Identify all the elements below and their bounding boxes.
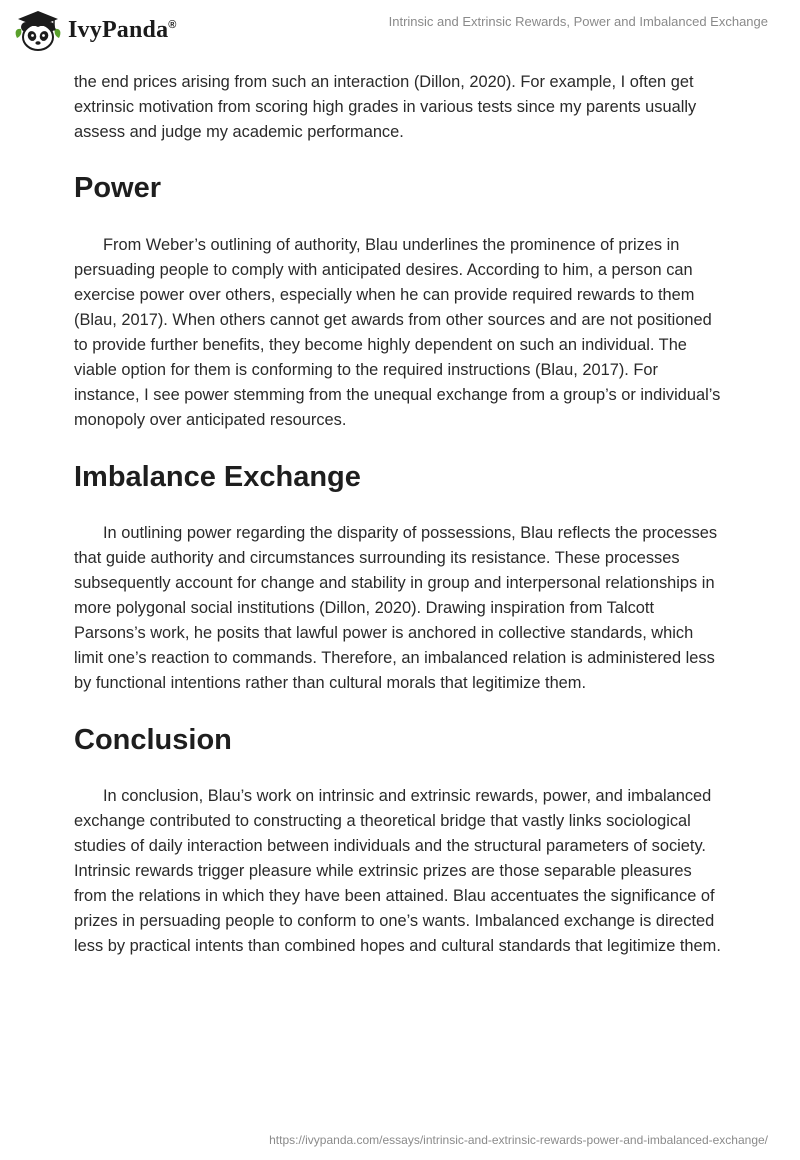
- panda-graduate-icon: [14, 8, 62, 52]
- ivypanda-logo[interactable]: [14, 8, 177, 52]
- section-heading-power: Power: [74, 172, 162, 204]
- source-url-link[interactable]: https://ivypanda.com/essays/intrinsic-and-extrinsic-rewards-power-and-imbalanced-exchange/: [269, 1133, 768, 1147]
- article-body: [74, 70, 726, 959]
- section-paragraph-imbalance-exchange: In outlining power regarding the disparity of possessions, Blau reflects the processes that guide authority and circumstances surrounding its resistance. These processes subsequently account for change and stability in group and interpersonal relationships in more polygonal social institutions (Dillon, 2020). Drawing inspiration from Talcott Parsons’s work, he posits that lawful power is anchored in collective standards, which limit one’s reaction to commands. Therefore, an imbalanced relation is administered less by functional intentions rather than cultural morals that legitimize them.: [74, 524, 718, 692]
- brand-name: [68, 17, 177, 44]
- section-paragraph-conclusion: In conclusion, Blau’s work on intrinsic and extrinsic rewards, power, and imbalanced exchange contributed to constructing a theoretical bridge that vastly links sociological studies of daily interaction between individuals and the structural parameters of society. Intrinsic rewards trigger pleasure while extrinsic prizes are those separable pleasures from the relations in which they have been attained. Blau accentuates the significance of prizes in persuading people to conform to one’s wants. Imbalanced exchange is directed less by practical intents than combined hopes and cultural standards that legitimize them.: [74, 787, 721, 955]
- document-title: Intrinsic and Extrinsic Rewards, Power and Imbalanced Exchange: [388, 14, 768, 29]
- intro-paragraph: the end prices arising from such an interaction (Dillon, 2020). For example, I often get extrinsic motivation from scoring high grades in various tests since my parents usually assess and judge my academic performance.: [74, 73, 697, 141]
- section-heading-conclusion: Conclusion: [74, 724, 232, 756]
- section-heading-imbalance-exchange: Imbalance Exchange: [74, 461, 361, 493]
- section-paragraph-power: From Weber’s outlining of authority, Blau underlines the prominence of prizes in persuading people to comply with anticipated desires. According to him, a person can exercise power over others, especially when he can provide required rewards to them (Blau, 2017). When others cannot get awards from other sources and are not positioned to provide further benefits, they become highly dependent on such an individual. The viable option for them is conforming to the required instructions (Blau, 2017). For instance, I see power stemming from the unequal exchange from a group’s or individual’s monopoly over anticipated resources.: [74, 236, 721, 429]
- brand-name-text: IvyPanda: [68, 16, 169, 43]
- page-header: [0, 0, 800, 60]
- registered-mark: ®: [168, 18, 177, 31]
